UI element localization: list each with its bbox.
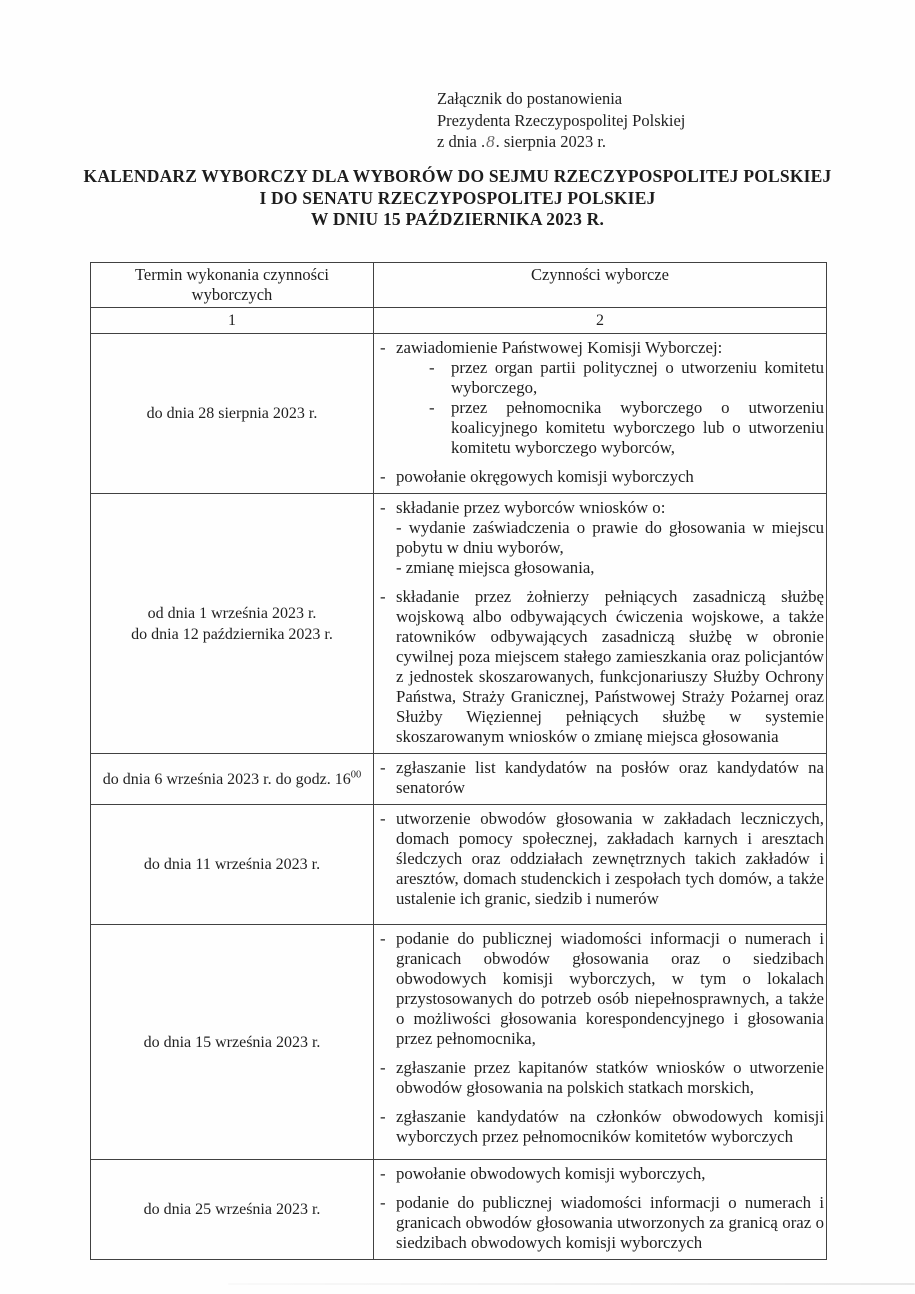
title-line1: KALENDARZ WYBORCZY DLA WYBORÓW DO SEJMU RZECZYPOSPOLITEJ POLSKIEJ: [83, 166, 832, 186]
activity-item: [377, 467, 824, 487]
activity-text: [396, 338, 824, 358]
dash-bullet-icon: -: [380, 1107, 386, 1126]
handwritten-day: 8: [486, 132, 495, 151]
dash-bullet-icon: -: [429, 398, 435, 417]
activity-text: [396, 498, 824, 578]
activity-text: [396, 809, 824, 909]
table-row: [91, 1160, 827, 1260]
activity-subitem: [420, 358, 824, 398]
activity-line: zgłaszanie przez kapitanów statków wniosków o utworzenie obwodów głosowania na polskich statkach morskich,: [396, 1058, 824, 1097]
activity-subitem: [420, 398, 824, 458]
dash-bullet-icon: -: [380, 467, 386, 486]
activity-item: [377, 1164, 824, 1184]
activity-item: [377, 1107, 824, 1147]
attachment-note-line1: Załącznik do postanowienia: [437, 89, 623, 108]
dash-bullet-icon: -: [380, 1193, 386, 1212]
term-cell: [91, 754, 374, 805]
dash-bullet-icon: -: [380, 758, 386, 777]
activity-item: [377, 929, 824, 1049]
table-row: [91, 334, 827, 494]
activity-line: składanie przez żołnierzy pełniących zasadniczą służbę wojskową albo odbywających ćwiczenia wojskowe, a także ratowników odbywających zasadniczą służbę w obronie cywilnej poza miejscem stałego zamieszkania oraz policjantów z jednostek skoszarowanych, funkcjonariuszy Służby Ochrony Państwa, Straży Granicznej, Państwowej Straży Pożarnej oraz Służby Więziennej pełniących służbę w systemie skoszarowanym wniosków o zmianę miejsca głosowania: [396, 587, 824, 746]
activity-item: [377, 587, 824, 747]
activities-cell: [374, 805, 827, 925]
activity-line: podanie do publicznej wiadomości informacji o numerach i granicach obwodów głosowania utworzonych za granicą oraz o siedzibach obwodowych komisji wyborczych: [396, 1193, 824, 1252]
dash-bullet-icon: -: [380, 809, 386, 828]
header-term-column: Termin wykonania czynności wyborczych: [91, 263, 374, 308]
dash-bullet-icon: -: [380, 587, 386, 606]
dash-bullet-icon: -: [380, 1164, 386, 1183]
activities-cell: [374, 494, 827, 754]
term-cell: [91, 925, 374, 1160]
table-row: [91, 754, 827, 805]
activity-text: [396, 467, 824, 487]
activity-text: [396, 929, 824, 1049]
dash-bullet-icon: -: [380, 1058, 386, 1077]
title-line3: W DNIU 15 PAŹDZIERNIKA 2023 R.: [310, 209, 605, 229]
dash-bullet-icon: -: [380, 929, 386, 948]
activity-line: zgłaszanie list kandydatów na posłów oraz kandydatów na senatorów: [396, 758, 824, 797]
activity-line: zawiadomienie Państwowej Komisji Wyborczej:: [396, 338, 723, 357]
column-number-2: 2: [374, 308, 827, 334]
activity-item: [377, 809, 824, 909]
term-cell: [91, 805, 374, 925]
title-line2: I DO SENATU RZECZYPOSPOLITEJ POLSKIEJ: [259, 187, 656, 208]
scan-artifact-line: [228, 1283, 915, 1285]
activity-item: [377, 758, 824, 798]
table-row: [91, 805, 827, 925]
activity-item: [377, 498, 824, 578]
activity-line: składanie przez wyborców wniosków o:: [396, 498, 666, 517]
activities-cell: [374, 1160, 827, 1260]
activity-text: [396, 1193, 824, 1253]
attachment-note-line3: [437, 131, 685, 153]
table-row: [91, 494, 827, 754]
activity-item: [377, 338, 824, 458]
term-superscript: 00: [350, 769, 362, 781]
term-text: do dnia 11 września 2023 r.: [143, 856, 321, 873]
activity-line: powołanie okręgowych komisji wyborczych: [396, 467, 694, 486]
activities-cell: [374, 334, 827, 494]
dash-bullet-icon: -: [380, 338, 386, 357]
activity-text: [396, 1058, 824, 1098]
header-activities-column: Czynności wyborcze: [374, 263, 827, 308]
activity-line: powołanie obwodowych komisji wyborczych,: [396, 1164, 706, 1183]
activity-text: [396, 1164, 824, 1184]
dash-bullet-icon: -: [429, 358, 435, 377]
activity-line: zgłaszanie kandydatów na członków obwodowych komisji wyborczych przez pełnomocników komitetów wyborczych: [396, 1107, 824, 1146]
term-text: do dnia 15 września 2023 r.: [143, 1033, 321, 1051]
column-number-1: 1: [91, 308, 374, 334]
attachment-note: [437, 88, 685, 153]
activity-line: utworzenie obwodów głosowania w zakładach leczniczych, domach pomocy społecznej, zakładach karnych i aresztach śledczych oraz oddziałach zewnętrznych takich zakładów i aresztów, domach studenckich i zespołach tych domów, a także ustalenie ich granic, siedzib i numerów: [396, 809, 824, 908]
term-cell: [91, 1160, 374, 1260]
term-text: do dnia 6 września 2023 r. do godz. $16^{00}$: [102, 769, 362, 788]
subitem-text: przez organ partii politycznej o utworzeniu komitetu wyborczego,: [451, 358, 824, 397]
activity-item: [377, 1058, 824, 1098]
electoral-calendar-table: [90, 262, 827, 1260]
table-row: [91, 925, 827, 1160]
term-text: do dnia 25 września 2023 r.: [143, 1201, 321, 1218]
term-cell: [91, 334, 374, 494]
term-text: do dnia 12 października 2023 r.: [131, 625, 333, 643]
activity-item: [377, 1193, 824, 1253]
activity-line: - zmianę miejsca głosowania,: [396, 558, 595, 577]
attachment-note-line2: Prezydenta Rzeczypospolitej Polskiej: [437, 110, 686, 130]
activities-cell: [374, 925, 827, 1160]
subitem-text: przez pełnomocnika wyborczego o utworzeniu koalicyjnego komitetu wyborczego lub o utworzeniu komitetu wyborczego wyborców,: [451, 398, 824, 457]
term-text: do dnia 28 sierpnia 2023 r.: [146, 405, 318, 422]
activity-line: podanie do publicznej wiadomości informacji o numerach i granicach obwodów głosowania oraz o siedzibach obwodowych komisji wyborczych, w tym o lokalach przystosowanych do potrzeb osób niepełnosprawnych, a także o możliwości głosowania korespondencyjnego i głosowania przez pełnomocnika,: [396, 929, 824, 1048]
activity-text: [396, 1107, 824, 1147]
date-suffix: . sierpnia 2023 r.: [495, 132, 607, 151]
document-title: [0, 166, 915, 231]
dash-bullet-icon: -: [380, 498, 386, 517]
table-header-row: [91, 263, 827, 308]
activity-text: [396, 587, 824, 747]
term-cell: [91, 494, 374, 754]
date-prefix: z dnia .: [437, 132, 486, 151]
column-number-row: [91, 308, 827, 334]
activity-text: [396, 758, 824, 798]
term-text: od dnia 1 września 2023 r.: [147, 604, 317, 622]
activity-line: - wydanie zaświadczenia o prawie do głosowania w miejscu pobytu w dniu wyborów,: [396, 518, 824, 557]
activities-cell: [374, 754, 827, 805]
